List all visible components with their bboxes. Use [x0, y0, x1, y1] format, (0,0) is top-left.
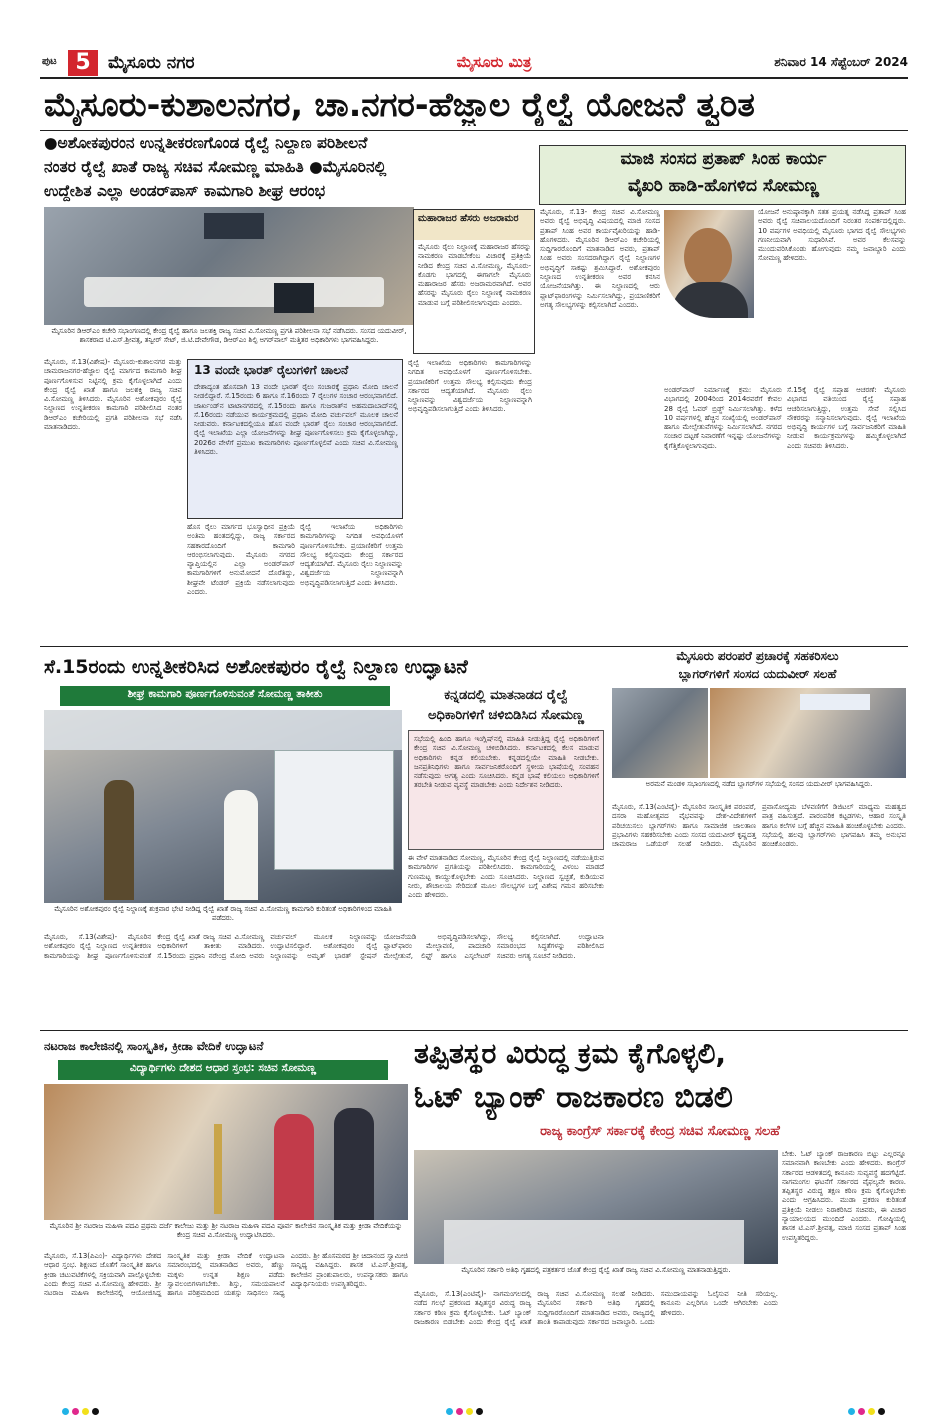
person-shape-2 [224, 790, 258, 900]
lamp-shape [214, 1124, 222, 1214]
registration-dot-magenta-2 [456, 1408, 463, 1415]
banner-shape [800, 694, 870, 710]
yaduveer-headline-box [609, 648, 906, 686]
nataraja-photo [44, 1084, 408, 1220]
section-rule-1 [40, 646, 908, 647]
portrait-face-shape [684, 228, 732, 286]
pratap-headline-2: ವೈಖರಿ ಹಾಡಿ-ಹೊಗಳಿದ ಸೋಮಣ್ಣ [628, 176, 819, 196]
registration-dot-yellow-2 [466, 1408, 473, 1415]
congress-headline-2: ಓಟ್ ಬ್ಯಾಂಕ್ ರಾಜಕಾರಣ ಬಿಡಲಿ [414, 1080, 733, 1115]
screen-shape [204, 213, 264, 239]
yaduveer-photo-2 [710, 688, 906, 778]
kannada-headline-1: ಕನ್ನಡದಲ್ಲಿ ಮಾತನಾಡದ ರೈಲ್ವೆ [444, 688, 568, 703]
canopy-shape [44, 710, 402, 750]
section-rule-2 [40, 1030, 908, 1031]
page-number: 5 [75, 50, 91, 75]
nataraja-photo-caption: ಮೈಸೂರಿನ ಶ್ರೀ ನಟರಾಜ ಮಹಿಳಾ ಪದವಿ ಪ್ರಥಮ ದರ್ಜೆ ಕಾಲೇಜು ಮತ್ತು ಶ್ರೀ ನಟರಾಜ ಮಹಿಳಾ ಪದವಿ ಪೂರ್ವ ಕಾಲೇಜಿನ ಸಾಂಸ್ಕೃತಿಕ ಮತ್ತು ಕ್ರೀಡಾ ವೇದಿಕೆಯನ್ನು ಕೇಂದ್ರ ಸಚಿವ ವಿ.ಸೋಮಣ್ಣ ಉದ್ಘಾಟಿಸಿದರು. [44, 1222, 408, 1250]
station-body: ಮೈಸೂರು, ಸೆ.13(ವಿಶೇಷ)- ಮೈಸೂರಿನ ಅಶೋಕಪುರಂ ರೈಲ್ವೆ ನಿಲ್ದಾಣದ ಉನ್ನತೀಕರಣ ಕಾಮಗಾರಿಯನ್ನು ಶೀಘ್ರ ಪೂರ್ಣಗೊಳಿಸುವಂತೆ ಕೇಂದ್ರ ರೈಲ್ವೆ ಖಾತೆ ರಾಜ್ಯ ಸಚಿವ ವಿ.ಸೋಮಣ್ಣ ಅಧಿಕಾರಿಗಳಿಗೆ ತಾಕೀತು ಮಾಡಿದರು. ಸೆ.15ರಂದು ಪ್ರಧಾನಿ ನರೇಂದ್ರ ಮೋದಿ ಅವರು ವರ್ಚುವಲ್ ಮೂಲಕ ನಿಲ್ದಾಣವನ್ನು ಉದ್ಘಾಟಿಸಲಿದ್ದಾರೆ. ಅಶೋಕಪುರಂ ರೈಲ್ವೆ ನಿಲ್ದಾಣವನ್ನು ಅಮೃತ್ ಭಾರತ್ ಸ್ಟೇಷನ್ ಯೋಜನೆಯಡಿ ಅಭಿವೃದ್ಧಿಪಡಿಸಲಾಗಿದ್ದು, ಪ್ಲಾಟ್‌ಫಾರಂ ಮೇಲ್ಛಾವಣಿ, ಪಾದಚಾರಿ ಮೇಲ್ಸೇತುವೆ, ಲಿಫ್ಟ್ ಹಾಗೂ ಎಸ್ಕಲೇಟರ್ ಸೌಲಭ್ಯ ಕಲ್ಪಿಸಲಾಗಿದೆ. ಉದ್ಘಾಟನಾ ಸಮಾರಂಭದ ಸಿದ್ಧತೆಗಳನ್ನು ಪರಿಶೀಲಿಸಿದ ಸಚಿವರು ಅಗತ್ಯ ಸೂಚನೆ ನೀಡಿದರು. [44, 933, 604, 960]
guest-shape-2 [334, 1108, 374, 1220]
pratap-text-col-2: ಯೋಜನೆ ಅನುಷ್ಠಾನಕ್ಕಾಗಿ ಸತತ ಪ್ರಯತ್ನ ನಡೆಸಿದ್ದ ಪ್ರತಾಪ್ ಸಿಂಹ ಅವರು ರೈಲ್ವೆ ಸಚಿವಾಲಯದೊಂದಿಗೆ ನಿರಂತರ ಸಂಪರ್ಕದಲ್ಲಿದ್ದರು. 10 ವರ್ಷಗಳ ಅವಧಿಯಲ್ಲಿ ಮೈಸೂರು ಭಾಗದ ರೈಲ್ವೆ ಸೌಲಭ್ಯಗಳು ಗಣನೀಯವಾಗಿ ಸುಧಾರಿಸಿವೆ. ಅವರ ಕೆಲಸವನ್ನು ಮುಂದುವರಿಸಿಕೊಂಡು ಹೋಗುವುದು ನಮ್ಮ ಜವಾಬ್ದಾರಿ ಎಂದು ಸೋಮಣ್ಣ ಹೇಳಿದರು. [758, 208, 906, 263]
lead-subhead-1: ●ಅಶೋಕಪುರಂನ ಉನ್ನತೀಕರಣಗೊಂಡ ರೈಲ್ವೆ ನಿಲ್ದಾಣ ಪರಿಶೀಲನೆ [44, 134, 368, 152]
registration-dot-cyan-3 [848, 1408, 855, 1415]
registration-dot-magenta [72, 1408, 79, 1415]
railway-week-text: ಸೆ.15ಕ್ಕೆ ರೈಲ್ವೆ ಸಪ್ತಾಹ ಆಚರಣೆ: ಮೈಸೂರು ವಿಭಾಗದ ವತಿಯಿಂದ ರೈಲ್ವೆ ಸಪ್ತಾಹ ಆಚರಿಸಲಾಗುತ್ತಿದ್ದು, ಉತ್ತಮ ಸೇವೆ ಸಲ್ಲಿಸಿದ ನೌಕರರನ್ನು ಸನ್ಮಾನಿಸಲಾಗುವುದು. ರೈಲ್ವೆ ಇಲಾಖೆಯ ಅಭಿವೃದ್ಧಿ ಕಾರ್ಯಗಳ ಬಗ್ಗೆ ಸಾರ್ವಜನಿಕರಿಗೆ ಮಾಹಿತಿ ನೀಡುವ ಕಾರ್ಯಕ್ರಮಗಳನ್ನು ಹಮ್ಮಿಕೊಳ್ಳಲಾಗಿದೆ ಎಂದು ಸಚಿವರು ತಿಳಿಸಿದರು. [787, 386, 906, 450]
congress-body: ಮೈಸೂರು, ಸೆ.13(ಎಂಟಿವೈ)- ನಾಗಮಂಗಲದಲ್ಲಿ ನಡೆದ ಗಲಭೆ ಪ್ರಕರಣದ ತಪ್ಪಿತಸ್ಥರ ವಿರುದ್ಧ ರಾಜ್ಯ ಸರ್ಕಾರ ಕಠಿಣ ಕ್ರಮ ಕೈಗೊಳ್ಳಬೇಕು. ಓಟ್ ಬ್ಯಾಂಕ್ ರಾಜಕಾರಣ ಬಿಡಬೇಕು ಎಂದು ಕೇಂದ್ರ ರೈಲ್ವೆ ಖಾತೆ ರಾಜ್ಯ ಸಚಿವ ವಿ.ಸೋಮಣ್ಣ ಸಲಹೆ ನೀಡಿದರು. ಮೈಸೂರಿನ ಸರ್ಕಾರಿ ಅತಿಥಿ ಗೃಹದಲ್ಲಿ ಸುದ್ದಿಗಾರರೊಂದಿಗೆ ಮಾತನಾಡಿದ ಅವರು, ರಾಜ್ಯದಲ್ಲಿ ಶಾಂತಿ ಕಾಪಾಡುವುದು ಸರ್ಕಾರದ ಜವಾಬ್ದಾರಿ. ಒಂದು ಸಮುದಾಯವನ್ನು ಓಲೈಸುವ ನೀತಿ ಸರಿಯಲ್ಲ. ಕಾನೂನು ಎಲ್ಲರಿಗೂ ಒಂದೇ ಆಗಿರಬೇಕು ಎಂದು ಹೇಳಿದರು. [414, 1290, 778, 1326]
press-table-shape [444, 1220, 744, 1264]
lead-body-col-2: ಹೊಸ ರೈಲು ಮಾರ್ಗದ ಭೂಸ್ವಾಧೀನ ಪ್ರಕ್ರಿಯೆ ಅಂತಿಮ ಹಂತದಲ್ಲಿದ್ದು, ರಾಜ್ಯ ಸರ್ಕಾರದ ಸಹಕಾರದೊಂದಿಗೆ ಕಾಮಗಾರಿ ಆರಂಭಿಸಲಾಗುವುದು. ಮೈಸೂರು ನಗರದ ವ್ಯಾಪ್ತಿಯಲ್ಲಿನ ಎಲ್ಲಾ ಅಂಡರ್‌ಪಾಸ್ ಕಾಮಗಾರಿಗಳಿಗೆ ಅನುಮೋದನೆ ದೊರೆತಿದ್ದು, ಶೀಘ್ರವೇ ಟೆಂಡರ್ ಪ್ರಕ್ರಿಯೆ ನಡೆಸಲಾಗುವುದು ಎಂದರು. [187, 523, 295, 597]
pratap-text-col-1: ಮೈಸೂರು, ಸೆ.13- ಕೇಂದ್ರ ಸಚಿವ ವಿ.ಸೋಮಣ್ಣ ಅವರು ರೈಲ್ವೆ ಅಭಿವೃದ್ಧಿ ವಿಷಯದಲ್ಲಿ ಮಾಜಿ ಸಂಸದ ಪ್ರತಾಪ್ ಸಿಂಹ ಅವರ ಕಾರ್ಯವೈಖರಿಯನ್ನು ಹಾಡಿ-ಹೊಗಳಿದರು. ಮೈಸೂರಿನ ಡಿಆರ್‌ಎಂ ಕಚೇರಿಯಲ್ಲಿ ಸುದ್ದಿಗಾರರೊಂದಿಗೆ ಮಾತನಾಡಿದ ಅವರು, ಪ್ರತಾಪ್ ಸಿಂಹ ಅವರು ಸಂಸದರಾಗಿದ್ದಾಗ ರೈಲ್ವೆ ನಿಲ್ದಾಣಗಳ ಅಭಿವೃದ್ಧಿಗೆ ಸಾಕಷ್ಟು ಶ್ರಮಿಸಿದ್ದಾರೆ. ಅಶೋಕಪುರಂ ನಿಲ್ದಾಣದ ಉನ್ನತೀಕರಣ ಅವರ ಕನಸಿನ ಯೋಜನೆಯಾಗಿತ್ತು. ಈ ನಿಲ್ದಾಣದಲ್ಲಿ ಆರು ಪ್ಲಾಟ್‌ಫಾರಂಗಳನ್ನು ನಿರ್ಮಿಸಲಾಗಿದ್ದು, ಪ್ರಯಾಣಿಕರಿಗೆ ಅಗತ್ಯ ಸೌಲಭ್ಯಗಳನ್ನು ಕಲ್ಪಿಸಲಾಗಿದೆ ಎಂದರು. [540, 208, 660, 309]
yaduveer-headline-2: ಬ್ಲಾಗರ್‌ಗಳಿಗೆ ಸಂಸದ ಯದುವೀರ್ ಸಲಹೆ [678, 667, 837, 681]
registration-dot-yellow-3 [868, 1408, 875, 1415]
registration-dot-black-3 [878, 1408, 885, 1415]
pratap-headline-1: ಮಾಜಿ ಸಂಸದ ಪ್ರತಾಪ್ ಸಿಂಹ ಕಾರ್ಯ [620, 149, 827, 169]
pratap-portrait [664, 210, 754, 318]
registration-dot-cyan-2 [446, 1408, 453, 1415]
pratap-headline-box [539, 145, 906, 205]
registration-dot-cyan [62, 1408, 69, 1415]
station-photo [44, 710, 402, 903]
table-shape [84, 277, 384, 307]
congress-photo-caption: ಮೈಸೂರಿನ ಸರ್ಕಾರಿ ಅತಿಥಿ ಗೃಹದಲ್ಲಿ ಪತ್ರಕರ್ತರ ಜೊತೆ ಕೇಂದ್ರ ರೈಲ್ವೆ ಖಾತೆ ರಾಜ್ಯ ಸಚಿವ ವಿ.ಸೋಮಣ್ಣ ಮಾತನಾಡುತ್ತಿದ್ದರು. [414, 1266, 778, 1286]
kannada-body: ಈ ವೇಳೆ ಮಾತನಾಡಿದ ಸೋಮಣ್ಣ, ಮೈಸೂರಿನ ಕೇಂದ್ರ ರೈಲ್ವೆ ನಿಲ್ದಾಣದಲ್ಲಿ ನಡೆಯುತ್ತಿರುವ ಕಾಮಗಾರಿಗಳ ಪ್ರಗತಿಯನ್ನು ಪರಿಶೀಲಿಸಿದರು. ಕಾಮಗಾರಿಯಲ್ಲಿ ವಿಳಂಬ ಮಾಡದೆ ಗುಣಮಟ್ಟ ಕಾಯ್ದುಕೊಳ್ಳಬೇಕು ಎಂದು ಸೂಚಿಸಿದರು. ನಿಲ್ದಾಣದ ಸ್ವಚ್ಛತೆ, ಕುಡಿಯುವ ನೀರು, ಶೌಚಾಲಯ ಸೇರಿದಂತೆ ಮೂಲ ಸೌಲಭ್ಯಗಳ ಬಗ್ಗೆ ವಿಶೇಷ ಗಮನ ಹರಿಸಬೇಕು ಎಂದು ಹೇಳಿದರು. [408, 854, 604, 900]
header-rule [40, 77, 908, 79]
nataraja-headline: ನಟರಾಜ ಕಾಲೇಜಿನಲ್ಲಿ ಸಾಂಸ್ಕೃತಿಕ, ಕ್ರೀಡಾ ವೇದಿಕೆ ಉದ್ಘಾಟನೆ [44, 1039, 264, 1053]
display-board-shape [274, 750, 394, 870]
section-title: ಮೈಸೂರು ನಗರ [108, 53, 195, 73]
yaduveer-headline-1: ಮೈಸೂರು ಪರಂಪರೆ ಪ್ರಚಾರಕ್ಕೆ ಸಹಕರಿಸಲು [676, 649, 839, 663]
maharaja-box [413, 209, 535, 354]
lead-body-col-4: ರೈಲ್ವೆ ಇಲಾಖೆಯ ಅಧಿಕಾರಿಗಳು ಕಾಮಗಾರಿಗಳನ್ನು ನಿಗದಿತ ಅವಧಿಯೊಳಗೆ ಪೂರ್ಣಗೊಳಿಸಬೇಕು. ಪ್ರಯಾಣಿಕರಿಗೆ ಉತ್ತಮ ಸೌಲಭ್ಯ ಕಲ್ಪಿಸುವುದು ಕೇಂದ್ರ ಸರ್ಕಾರದ ಆದ್ಯತೆಯಾಗಿದೆ. ಮೈಸೂರು ರೈಲು ನಿಲ್ದಾಣವನ್ನು ವಿಶ್ವದರ್ಜೆಯ ನಿಲ್ದಾಣವನ್ನಾಗಿ ಅಭಿವೃದ್ಧಿಪಡಿಸಲಾಗುತ್ತಿದೆ ಎಂದು ತಿಳಿಸಿದರು. [408, 359, 532, 414]
meeting-photo [44, 207, 414, 325]
page-label: ಪುಟ [42, 56, 57, 67]
congress-subhead: ರಾಜ್ಯ ಕಾಂಗ್ರೆಸ್ ಸರ್ಕಾರಕ್ಕೆ ಕೇಂದ್ರ ಸಚಿವ ಸೋಮಣ್ಣ ಸಲಹೆ [540, 1124, 780, 1139]
kannada-headline-2: ಅಧಿಕಾರಿಗಳಿಗೆ ಚಳಿಬಿಡಿಸಿದ ಸೋಮಣ್ಣ [427, 708, 585, 723]
lead-body-col-3: ರೈಲ್ವೆ ಇಲಾಖೆಯ ಅಧಿಕಾರಿಗಳು ಕಾಮಗಾರಿಗಳನ್ನು ನಿಗದಿತ ಅವಧಿಯೊಳಗೆ ಪೂರ್ಣಗೊಳಿಸಬೇಕು. ಪ್ರಯಾಣಿಕರಿಗೆ ಉತ್ತಮ ಸೌಲಭ್ಯ ಕಲ್ಪಿಸುವುದು ಕೇಂದ್ರ ಸರ್ಕಾರದ ಆದ್ಯತೆಯಾಗಿದೆ. ಮೈಸೂರು ರೈಲು ನಿಲ್ದಾಣವನ್ನು ವಿಶ್ವದರ್ಜೆಯ ನಿಲ್ದಾಣವನ್ನಾಗಿ ಅಭಿವೃದ್ಧಿಪಡಿಸಲಾಗುತ್ತಿದೆ ಎಂದು ತಿಳಿಸಿದರು. [300, 523, 403, 587]
registration-dot-black [92, 1408, 99, 1415]
page-header [40, 49, 908, 76]
nataraja-body: ಮೈಸೂರು, ಸೆ.13(ಪಿಎಂ)- ವಿದ್ಯಾರ್ಥಿಗಳು ದೇಶದ ಆಧಾರ ಸ್ತಂಭ. ಶಿಕ್ಷಣದ ಜೊತೆಗೆ ಸಾಂಸ್ಕೃತಿಕ ಹಾಗೂ ಕ್ರೀಡಾ ಚಟುವಟಿಕೆಗಳಲ್ಲಿ ಸಕ್ರಿಯವಾಗಿ ಪಾಲ್ಗೊಳ್ಳಬೇಕು ಎಂದು ಕೇಂದ್ರ ಸಚಿವ ವಿ.ಸೋಮಣ್ಣ ಹೇಳಿದರು. ಶ್ರೀ ನಟರಾಜ ಮಹಿಳಾ ಕಾಲೇಜಿನಲ್ಲಿ ಆಯೋಜಿಸಿದ್ದ ಸಾಂಸ್ಕೃತಿಕ ಮತ್ತು ಕ್ರೀಡಾ ವೇದಿಕೆ ಉದ್ಘಾಟನಾ ಸಮಾರಂಭದಲ್ಲಿ ಮಾತನಾಡಿದ ಅವರು, ಹೆಣ್ಣು ಮಕ್ಕಳು ಉನ್ನತ ಶಿಕ್ಷಣ ಪಡೆದು ಸ್ವಾವಲಂಬಿಗಳಾಗಬೇಕು. ಶಿಸ್ತು, ಸಮಯಪಾಲನೆ ಹಾಗೂ ಪರಿಶ್ರಮದಿಂದ ಯಶಸ್ಸು ಸಾಧಿಸಲು ಸಾಧ್ಯ ಎಂದರು. ಶ್ರೀ ಹೊಸಮಠದ ಶ್ರೀ ಚಿದಾನಂದ ಸ್ವಾಮೀಜಿ ಸಾನ್ನಿಧ್ಯ ವಹಿಸಿದ್ದರು. ಶಾಸಕ ಟಿ.ಎಸ್.ಶ್ರೀವತ್ಸ, ಕಾಲೇಜಿನ ಪ್ರಾಂಶುಪಾಲರು, ಉಪನ್ಯಾಸಕರು ಹಾಗೂ ವಿದ್ಯಾರ್ಥಿನಿಯರು ಉಪಸ್ಥಿತರಿದ್ದರು. [44, 1252, 408, 1298]
registration-dot-black-2 [476, 1408, 483, 1415]
yaduveer-body: ಮೈಸೂರು, ಸೆ.13(ಎಂಟಿವೈ)- ಮೈಸೂರಿನ ಸಾಂಸ್ಕೃತಿಕ ಪರಂಪರೆ, ದಸರಾ ಮಹೋತ್ಸವದ ವೈಭವವನ್ನು ದೇಶ-ವಿದೇಶಗಳಿಗೆ ಪರಿಚಯಿಸಲು ಬ್ಲಾಗರ್‌ಗಳು ಹಾಗೂ ಸಾಮಾಜಿಕ ಜಾಲತಾಣ ಪ್ರಭಾವಿಗಳು ಸಹಕರಿಸಬೇಕು ಎಂದು ಸಂಸದ ಯದುವೀರ್ ಕೃಷ್ಣದತ್ತ ಚಾಮರಾಜ ಒಡೆಯರ್ ಸಲಹೆ ನೀಡಿದರು. ಮೈಸೂರಿನ ಪ್ರವಾಸೋದ್ಯಮ ಬೆಳವಣಿಗೆಗೆ ಡಿಜಿಟಲ್ ಮಾಧ್ಯಮ ಮಹತ್ವದ ಪಾತ್ರ ವಹಿಸುತ್ತದೆ. ಪಾರಂಪರಿಕ ಕಟ್ಟಡಗಳು, ಆಹಾರ ಸಂಸ್ಕೃತಿ ಹಾಗೂ ಕಲೆಗಳ ಬಗ್ಗೆ ಹೆಚ್ಚಿನ ಮಾಹಿತಿ ಹಂಚಿಕೊಳ್ಳಬೇಕು ಎಂದರು. ಸಭೆಯಲ್ಲಿ ಹಲವು ಬ್ಲಾಗರ್‌ಗಳು ಭಾಗವಹಿಸಿ ತಮ್ಮ ಅನುಭವ ಹಂಚಿಕೊಂಡರು. [612, 803, 906, 849]
station-photo-caption: ಮೈಸೂರಿನ ಅಶೋಕಪುರಂ ರೈಲ್ವೆ ನಿಲ್ದಾಣಕ್ಕೆ ಶುಕ್ರವಾರ ಭೇಟಿ ನೀಡಿದ್ದ ರೈಲ್ವೆ ಖಾತೆ ರಾಜ್ಯ ಸಚಿವ ವಿ.ಸೋಮಣ್ಣ ಕಾಮಗಾರಿ ಕುರಿತಂತೆ ಅಧಿಕಾರಿಗಳಿಂದ ಮಾಹಿತಿ ಪಡೆದರು. [44, 905, 402, 929]
guest-shape [274, 1114, 314, 1220]
vande-bharat-title: 13 ವಂದೇ ಭಾರತ್ ರೈಲುಗಳಿಗೆ ಚಾಲನೆ [194, 363, 349, 377]
congress-photo [414, 1150, 778, 1264]
kannada-box [408, 730, 604, 850]
underpass-text: ಅಂಡರ್‌ಪಾಸ್ ನಿರ್ಮಾಣಕ್ಕೆ ಕ್ರಮ: ಮೈಸೂರು ವಿಭಾಗದಲ್ಲಿ 2004ರಿಂದ 2014ರವರೆಗೆ ಕೇವಲ 28 ರೈಲ್ವೆ ಓವರ್ ಬ್ರಿಡ್ಜ್ ನಿರ್ಮಿಸಲಾಗಿತ್ತು. ಕಳೆದ 10 ವರ್ಷಗಳಲ್ಲಿ ಹೆಚ್ಚಿನ ಸಂಖ್ಯೆಯಲ್ಲಿ ಅಂಡರ್‌ಪಾಸ್ ಹಾಗೂ ಮೇಲ್ಸೇತುವೆಗಳನ್ನು ನಿರ್ಮಿಸಲಾಗಿದೆ. ನಗರದ ಸಂಚಾರ ದಟ್ಟಣೆ ನಿವಾರಣೆಗೆ ಇನ್ನಷ್ಟು ಯೋಜನೆಗಳನ್ನು ಕೈಗೆತ್ತಿಕೊಳ್ಳಲಾಗುವುದು. [664, 386, 782, 450]
lead-subhead-3: ಉದ್ದೇಶಿತ ಎಲ್ಲಾ ಅಂಡರ್‌ಪಾಸ್ ಕಾಮಗಾರಿ ಶೀಘ್ರ ಆರಂಭ [44, 182, 326, 200]
nataraja-band-text: ವಿದ್ಯಾರ್ಥಿಗಳು ದೇಶದ ಆಧಾರ ಸ್ತಂಭ: ಸಚಿವ ಸೋಮಣ್ಣ [129, 1062, 317, 1074]
issue-date: ಶನಿವಾರ 14 ಸೆಪ್ಟೆಂಬರ್ 2024 [774, 55, 908, 69]
registration-dot-magenta-3 [858, 1408, 865, 1415]
masthead: ಮೈಸೂರು ಮಿತ್ರ [456, 53, 532, 71]
kannada-box-text: ಸಭೆಯಲ್ಲಿ ಹಿಂದಿ ಹಾಗೂ ಇಂಗ್ಲಿಷ್‌ನಲ್ಲಿ ಮಾಹಿತಿ ನೀಡುತ್ತಿದ್ದ ರೈಲ್ವೆ ಅಧಿಕಾರಿಗಳಿಗೆ ಕೇಂದ್ರ ಸಚಿವ ವಿ.ಸೋಮಣ್ಣ ಚಳಿಬಿಡಿಸಿದರು. ಕರ್ನಾಟಕದಲ್ಲಿ ಕೆಲಸ ಮಾಡುವ ಅಧಿಕಾರಿಗಳು ಕನ್ನಡ ಕಲಿಯಬೇಕು. ಕನ್ನಡದಲ್ಲಿಯೇ ಮಾಹಿತಿ ನೀಡಬೇಕು. ಜನಪ್ರತಿನಿಧಿಗಳು ಹಾಗೂ ಸಾರ್ವಜನಿಕರೊಂದಿಗೆ ಸ್ಥಳೀಯ ಭಾಷೆಯಲ್ಲಿ ಸಂವಹನ ನಡೆಸುವುದು ಅಗತ್ಯ ಎಂದು ಸೂಚಿಸಿದರು. ಕನ್ನಡ ಭಾಷೆ ಕಲಿಯಲು ಅಧಿಕಾರಿಗಳಿಗೆ ತರಬೇತಿ ನೀಡುವ ವ್ಯವಸ್ಥೆ ಮಾಡಬೇಕು ಎಂದು ನಿರ್ದೇಶನ ನೀಡಿದರು. [414, 735, 599, 790]
maharaja-title-band [414, 210, 534, 240]
station-band-text: ಶೀಘ್ರ ಕಾಮಗಾರಿ ಪೂರ್ಣಗೊಳಿಸುವಂತೆ ಸೋಮಣ್ಣ ತಾಕೀತು [127, 688, 323, 700]
vande-bharat-box [187, 359, 403, 519]
portrait-shirt-shape [672, 282, 748, 318]
vande-bharat-text: ದೇಶಾದ್ಯಂತ ಹೊಸದಾಗಿ 13 ವಂದೇ ಭಾರತ್ ರೈಲು ಸಂಚಾರಕ್ಕೆ ಪ್ರಧಾನಿ ಮೋದಿ ಚಾಲನೆ ನೀಡಲಿದ್ದಾರೆ. ಸೆ.15ರಂದು 6 ಹಾಗೂ ಸೆ.16ರಂದು 7 ರೈಲುಗಳ ಸಂಚಾರ ಆರಂಭವಾಗಲಿದೆ. ಜಾರ್ಖಂಡ್‌ನ ಟಾಟಾನಗರದಲ್ಲಿ ಸೆ.15ರಂದು ಹಾಗೂ ಗುಜರಾತ್‌ನ ಅಹಮದಾಬಾದ್‌ನಲ್ಲಿ ಸೆ.16ರಂದು ನಡೆಯುವ ಕಾರ್ಯಕ್ರಮದಲ್ಲಿ ಪ್ರಧಾನಿ ಮೋದಿ ವರ್ಚುವಲ್ ಮೂಲಕ ಚಾಲನೆ ನೀಡುವರು. ಕರ್ನಾಟಕದಲ್ಲಿಯೂ ಹೊಸ ವಂದೇ ಭಾರತ್ ರೈಲು ಸಂಚಾರ ಆರಂಭವಾಗಲಿದೆ. ರೈಲ್ವೆ ಇಲಾಖೆಯ ಎಲ್ಲಾ ಯೋಜನೆಗಳನ್ನು ಶೀಘ್ರ ಪೂರ್ಣಗೊಳಿಸಲು ಕ್ರಮ ಕೈಗೊಳ್ಳಲಾಗಿದ್ದು, 2026ರ ವೇಳೆಗೆ ಪ್ರಮುಖ ಕಾಮಗಾರಿಗಳು ಪೂರ್ಣಗೊಳ್ಳಲಿವೆ ಎಂದು ಸಚಿವ ವಿ.ಸೋಮಣ್ಣ ತಿಳಿಸಿದರು. [194, 383, 398, 457]
yaduveer-photo-caption: ಅರಮನೆ ಮಂಡಳಿ ಸಭಾಂಗಣದಲ್ಲಿ ನಡೆದ ಬ್ಲಾಗರ್‌ಗಳ ಸಭೆಯಲ್ಲಿ ಸಂಸದ ಯದುವೀರ್ ಭಾಗವಹಿಸಿದ್ದರು. [612, 780, 906, 800]
station-headline: ಸೆ.15ರಂದು ಉನ್ನತೀಕರಿಸಿದ ಅಶೋಕಪುರಂ ರೈಲ್ವೆ ನಿಲ್ದಾಣ ಉದ್ಘಾಟನೆ [44, 656, 468, 678]
maharaja-title: ಮಹಾರಾಜರ ಹೆಸರು ಅಜರಾಮರ [418, 213, 519, 224]
station-band [60, 686, 390, 706]
lead-rule [40, 130, 908, 131]
registration-dot-yellow [82, 1408, 89, 1415]
person-shape [104, 780, 134, 900]
lead-headline: ಮೈಸೂರು-ಕುಶಾಲನಗರ, ಚಾ.ನಗರ-ಹೆಜ್ಜಾಲ ರೈಲ್ವೆ ಯೋಜನೆ ತ್ವರಿತ [44, 85, 755, 124]
lead-body-col-1: ಮೈಸೂರು, ಸೆ.13(ವಿಶೇಷ)- ಮೈಸೂರು-ಕುಶಾಲನಗರ ಮತ್ತು ಚಾಮರಾಜನಗರ-ಹೆಜ್ಜಾಲ ರೈಲ್ವೆ ಮಾರ್ಗದ ಕಾಮಗಾರಿ ಶೀಘ್ರ ಪೂರ್ಣಗೊಳಿಸುವ ನಿಟ್ಟಿನಲ್ಲಿ ಕ್ರಮ ಕೈಗೊಳ್ಳಲಾಗಿದೆ ಎಂದು ಕೇಂದ್ರ ರೈಲ್ವೆ ಖಾತೆ ಹಾಗೂ ಜಲಶಕ್ತಿ ರಾಜ್ಯ ಸಚಿವ ವಿ.ಸೋಮಣ್ಣ ತಿಳಿಸಿದರು. ಮೈಸೂರಿನ ಅಶೋಕಪುರಂ ರೈಲ್ವೆ ನಿಲ್ದಾಣದ ಉನ್ನತೀಕರಣ ಕಾಮಗಾರಿ ಪರಿಶೀಲಿಸಿದ ನಂತರ ಡಿಆರ್‌ಎಂ ಕಚೇರಿಯಲ್ಲಿ ಪ್ರಗತಿ ಪರಿಶೀಲನಾ ಸಭೆ ನಡೆಸಿ ಮಾತನಾಡಿದರು. [44, 358, 182, 432]
congress-headline-1: ತಪ್ಪಿತಸ್ಥರ ವಿರುದ್ಧ ಕ್ರಮ ಕೈಗೊಳ್ಳಲಿ, [414, 1037, 727, 1070]
monitor-shape [274, 283, 314, 313]
congress-side-text: ಬೇಕು. ಓಟ್ ಬ್ಯಾಂಕ್ ರಾಜಕಾರಣ ಬಿಟ್ಟು ಎಲ್ಲರನ್ನೂ ಸಮಾನವಾಗಿ ಕಾಣಬೇಕು ಎಂದು ಹೇಳಿದರು. ಕಾಂಗ್ರೆಸ್ ಸರ್ಕಾರದ ಆಡಳಿತದಲ್ಲಿ ಕಾನೂನು ಸುವ್ಯವಸ್ಥೆ ಹದಗೆಟ್ಟಿದೆ. ನಾಗಮಂಗಲ ಘಟನೆಗೆ ಸರ್ಕಾರದ ವೈಫಲ್ಯವೇ ಕಾರಣ. ತಪ್ಪಿತಸ್ಥರ ವಿರುದ್ಧ ತಕ್ಷಣ ಕಠಿಣ ಕ್ರಮ ಕೈಗೊಳ್ಳಬೇಕು ಎಂದು ಆಗ್ರಹಿಸಿದರು. ಮುಡಾ ಪ್ರಕರಣ ಕುರಿತಂತೆ ಪ್ರತಿಕ್ರಿಯೆ ನೀಡಲು ನಿರಾಕರಿಸಿದ ಸಚಿವರು, ಈ ವಿಚಾರ ನ್ಯಾಯಾಲಯದ ಮುಂದಿದೆ ಎಂದರು. ಗೋಷ್ಠಿಯಲ್ಲಿ ಶಾಸಕ ಟಿ.ಎಸ್.ಶ್ರೀವತ್ಸ, ಮಾಜಿ ಸಂಸದ ಪ್ರತಾಪ್ ಸಿಂಹ ಉಪಸ್ಥಿತರಿದ್ದರು. [782, 1150, 906, 1242]
yaduveer-photo-1 [612, 688, 708, 778]
maharaja-text: ಮೈಸೂರು ರೈಲು ನಿಲ್ದಾಣಕ್ಕೆ ಮಹಾರಾಜರ ಹೆಸರನ್ನು ನಾಮಕರಣ ಮಾಡಬೇಕೆಂಬ ವಿಚಾರಕ್ಕೆ ಪ್ರತಿಕ್ರಿಯೆ ನೀಡಿದ ಕೇಂದ್ರ ಸಚಿವ ವಿ.ಸೋಮಣ್ಣ, ಮೈಸೂರು-ಕೊಡಗು ಭಾಗದಲ್ಲಿ ಈಗಾಗಲೇ ಮೈಸೂರು ಮಹಾರಾಜರ ಹೆಸರು ಅಜರಾಮರವಾಗಿದೆ. ಅವರ ಹೆಸರನ್ನು ಮೈಸೂರು ರೈಲು ನಿಲ್ದಾಣಕ್ಕೆ ನಾಮಕರಣ ಮಾಡುವ ಬಗ್ಗೆ ಪರಿಶೀಲಿಸಲಾಗುವುದು ಎಂದರು. [418, 243, 531, 307]
nataraja-band [58, 1060, 388, 1080]
page-number-badge [68, 50, 98, 76]
meeting-photo-caption: ಮೈಸೂರಿನ ಡಿಆರ್‌ಎಂ ಕಚೇರಿ ಸಭಾಂಗಣದಲ್ಲಿ ಕೇಂದ್ರ ರೈಲ್ವೆ ಹಾಗೂ ಜಲಶಕ್ತಿ ರಾಜ್ಯ ಸಚಿವ ವಿ.ಸೋಮಣ್ಣ ಪ್ರಗತಿ ಪರಿಶೀಲನಾ ಸಭೆ ನಡೆಸಿದರು. ಸಂಸದ ಯದುವೀರ್, ಶಾಸಕರಾದ ಟಿ.ಎಸ್.ಶ್ರೀವತ್ಸ, ತನ್ವೀರ್ ಸೇಟ್, ಜಿ.ಟಿ.ದೇವೇಗೌಡ, ಡಿಆರ್‌ಎಂ ಶಿಲ್ಪಿ ಅಗರ್‌ವಾಲ್ ಮತ್ತಿತರ ಅಧಿಕಾರಿಗಳು ಭಾಗವಹಿಸಿದ್ದರು. [44, 327, 414, 355]
lead-subhead-2: ನಂತರ ರೈಲ್ವೆ ಖಾತೆ ರಾಜ್ಯ ಸಚಿವ ಸೋಮಣ್ಣ ಮಾಹಿತಿ ●ಮೈಸೂರಿನಲ್ಲಿ [44, 158, 387, 176]
